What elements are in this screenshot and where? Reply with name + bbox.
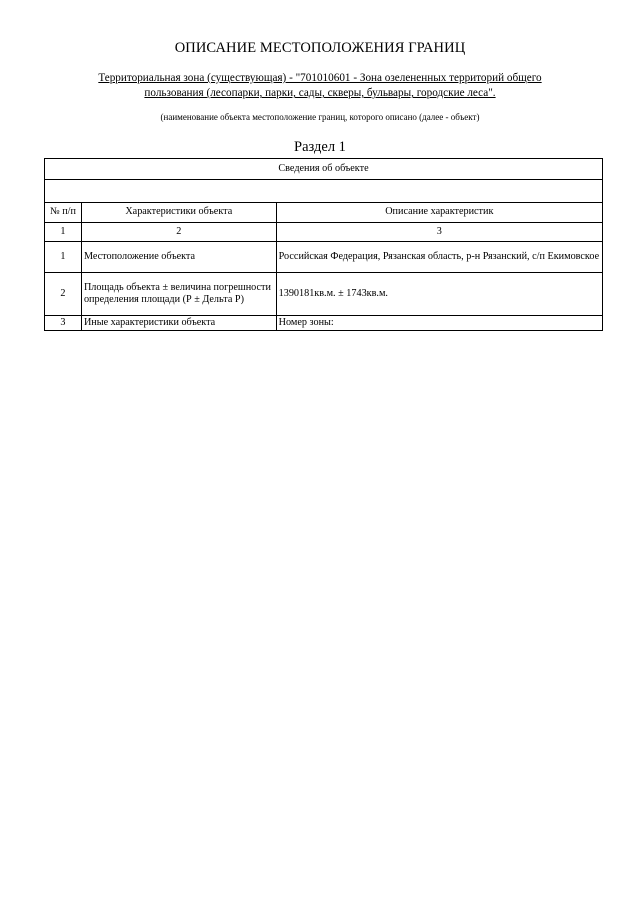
header-description: Описание характеристик (276, 203, 602, 223)
column-number: 2 (81, 223, 276, 242)
row-num: 2 (45, 273, 82, 316)
object-name-text: Территориальная зона (существующая) - "701010601 - Зона озелененных территорий общего пользования (лесопарки, парки, сады, скверы, бульвары, городские леса". (98, 72, 542, 99)
row-description: 1390181кв.м. ± 1743кв.м. (276, 273, 602, 316)
row-characteristic: Местоположение объекта (81, 242, 276, 273)
row-characteristic: Иные характеристики объекта (81, 316, 276, 331)
header-num: № п/п (45, 203, 82, 223)
table-header-row (45, 203, 603, 223)
table-caption-row (45, 159, 603, 180)
section-title: Раздел 1 (294, 139, 346, 155)
column-number: 1 (45, 223, 82, 242)
column-number: 3 (276, 223, 602, 242)
table-row (45, 316, 603, 331)
row-num: 3 (45, 316, 82, 331)
object-info-table (44, 158, 603, 331)
document-title: ОПИСАНИЕ МЕСТОПОЛОЖЕНИЯ ГРАНИЦ (174, 40, 466, 56)
row-num: 1 (45, 242, 82, 273)
header-characteristic: Характеристики объекта (81, 203, 276, 223)
table-column-numbers-row (45, 223, 603, 242)
object-name (80, 71, 560, 101)
table-row (45, 273, 603, 316)
blank-cell (45, 180, 603, 203)
table-caption: Сведения об объекте (45, 159, 603, 180)
object-name-note: (наименование объекта местоположение границ, которого описано (далее - объект) (160, 112, 480, 122)
table-row (45, 242, 603, 273)
row-description: Номер зоны: (276, 316, 602, 331)
table-blank-row (45, 180, 603, 203)
row-characteristic: Площадь объекта ± величина погрешности определения площади (Р ± Дельта Р) (81, 273, 276, 316)
row-description: Российская Федерация, Рязанская область, р-н Рязанский, с/п Екимовское (276, 242, 602, 273)
